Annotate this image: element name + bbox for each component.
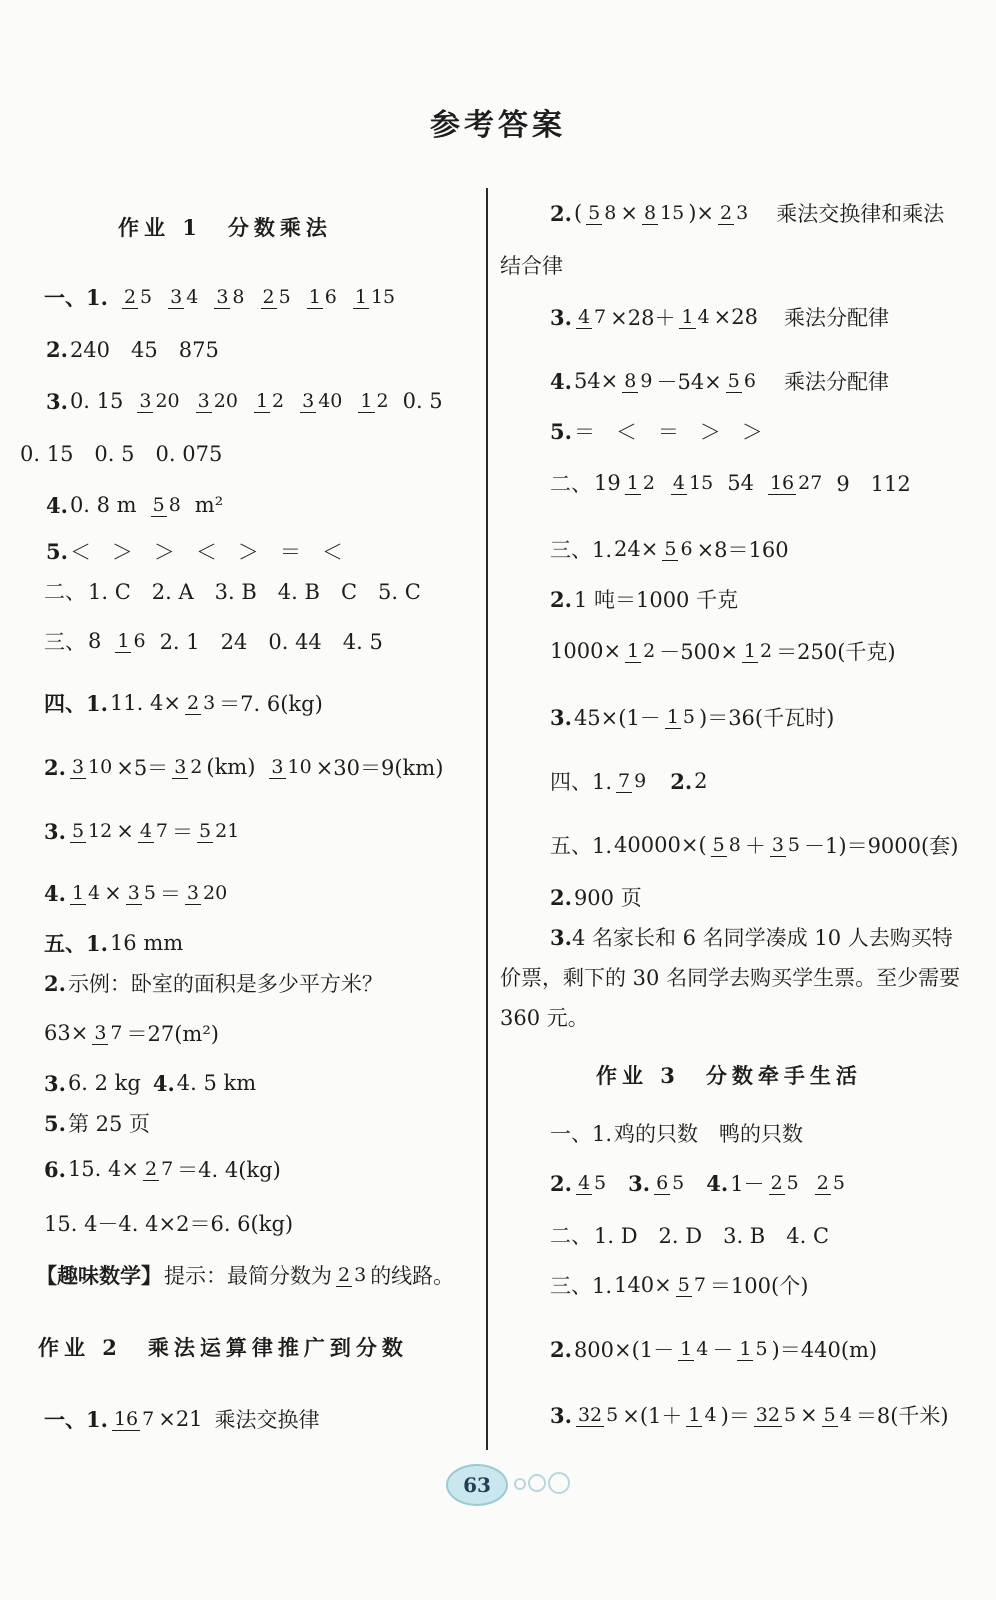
fraction [678,1338,710,1360]
fraction [358,390,390,412]
fraction-denominator: 5 [140,286,153,308]
fraction-numerator: 5 [823,1404,836,1426]
fraction [143,1158,175,1180]
left-line-15: 3. 6. 2 kg 4. 4. 5 km [44,1070,257,1096]
fraction [671,472,715,494]
fraction-denominator: 6 [133,630,146,652]
fraction-numerator: 2 [770,1172,783,1194]
fraction [770,834,802,856]
fraction-denominator: 7 [594,306,607,328]
fraction-numerator: 2 [338,1264,351,1286]
right-line-11: 四、1. 7 9 2. 2 [550,768,708,794]
right-line-7: 三、1. 24× 5 6 ×8＝160 [550,537,789,562]
fraction-denominator: 5 [278,286,291,308]
fraction [269,756,313,778]
right-line-18: 三、1. 140× 5 7 ＝100(个) [550,1273,809,1298]
fraction-denominator: 6 [324,286,337,308]
fraction-denominator: 15 [370,286,396,308]
fraction-denominator: 4 [697,306,710,328]
fraction [122,286,154,308]
column-divider [486,188,488,1450]
fraction-numerator: 8 [643,202,657,224]
fraction-numerator: 5 [712,834,725,856]
fraction [70,882,102,904]
fraction-denominator: 5 [606,1404,619,1426]
left-line-13: 2. 示例：卧室的面积是多少平方米？ [44,970,383,996]
right-line-1: 2. ( 5 8 × 8 15 )× 2 3 乘法交换律和乘法 [550,200,945,226]
right-line-9: 1000× 1 2 －500× 1 2 ＝250(千克) [550,639,896,664]
fraction-numerator: 3 [71,756,85,778]
fraction-denominator: 5 [832,1172,845,1194]
fraction [138,820,170,842]
left-line-6: 二、 1. C 2. A 3. B 4. B C 5. C [44,580,421,604]
fraction [115,630,147,652]
fraction-numerator: 5 [727,370,740,392]
fraction-numerator: 3 [170,286,183,308]
left-line-9: 2. 3 10 ×5＝ 3 2 (km) 3 10 ×30＝9(km) [44,754,444,780]
fraction [654,1172,686,1194]
left-line-19: 【趣味数学】 提示：最简分数为 2 3 的线路。 [36,1263,455,1288]
fraction-denominator: 2 [642,472,655,494]
fraction-numerator: 6 [656,1172,669,1194]
fraction [665,706,697,728]
fraction [92,1022,124,1044]
fraction-numerator: 3 [139,390,152,412]
fraction-denominator: 4 [704,1404,717,1426]
fraction [151,494,183,516]
fraction-denominator: 20 [155,390,180,412]
page-number-badge: 63 [446,1464,508,1506]
fraction-denominator: 2 [190,756,203,778]
left-line-10: 3. 5 12 × 4 7 ＝ 5 21 [44,818,240,844]
fraction [754,1404,798,1426]
fraction [679,306,711,328]
fraction-numerator: 16 [113,1408,139,1430]
fraction [137,390,181,412]
left-line-18: 15. 4－4. 4×2＝6. 6(kg) [44,1212,294,1236]
right-line-10: 3. 45×(1－ 1 5 )＝36(千瓦时) [550,704,835,730]
fraction [353,286,397,308]
right-line-13: 2. 900 页 [550,884,642,910]
decor-circle-icon [528,1474,546,1492]
fraction [576,1404,620,1426]
fraction-denominator: 5 [143,882,156,904]
right-line-20: 3. 32 5 ×(1＋ 1 4 )＝ 32 5 × 5 4 ＝8(千米) [550,1402,949,1428]
fraction-numerator: 32 [577,1404,603,1426]
fraction [185,692,217,714]
fraction-denominator: 2 [272,390,285,412]
fraction-denominator: 8 [232,286,245,308]
fraction-numerator: 1 [743,640,757,662]
left-line-17: 6. 15. 4× 2 7 ＝4. 4(kg) [44,1156,281,1182]
fraction-numerator: 4 [672,472,686,494]
fraction-denominator: 5 [787,834,801,856]
fraction-numerator: 1 [666,706,679,728]
fraction-denominator: 21 [215,820,240,842]
left-line-4: 4. 0. 8 m 5 8 m² [46,492,224,518]
right-line-8: 2. 1 吨＝1000 千克 [550,586,739,612]
right-line-15: 一、1. 鸡的只数 鸭的只数 [550,1122,804,1146]
fraction-denominator: 5 [755,1338,768,1360]
fraction-denominator: 5 [594,1172,607,1194]
left-line-12: 五、1. 16 mm [44,931,184,956]
fraction-numerator: 4 [577,1172,591,1194]
right-line-6: 二、 19 1 2 4 15 54 16 27 9 112 [550,471,911,496]
fraction-numerator: 1 [680,1338,693,1360]
fraction [676,1274,708,1296]
hw1-title: 作业 1 分数乘法 [118,215,332,240]
fraction-denominator: 8 [728,834,741,856]
fraction-numerator: 3 [94,1022,107,1044]
fraction-denominator: 2 [643,640,656,662]
fraction [185,882,229,904]
fraction-denominator: 3 [354,1264,367,1286]
fraction [737,1338,769,1360]
fraction-denominator: 7 [110,1022,123,1044]
fraction-numerator: 16 [769,472,795,494]
fraction-numerator: 5 [677,1274,690,1296]
fraction [112,1408,156,1430]
fraction [742,640,774,662]
fraction-numerator: 8 [624,370,637,392]
fraction [711,834,743,856]
fraction [625,472,657,494]
fraction [726,370,758,392]
fraction-numerator: 3 [127,882,140,904]
right-line-3: 3. 4 7 ×28＋ 1 4 ×28 乘法分配律 [550,304,889,330]
fraction [616,770,648,792]
fraction [815,1172,847,1194]
fraction-denominator: 10 [88,756,113,778]
fraction [336,1264,368,1286]
fraction [769,1172,801,1194]
fraction-denominator: 9 [634,770,647,792]
fraction [197,820,241,842]
fraction-denominator: 10 [287,756,312,778]
fraction-denominator: 6 [680,538,693,560]
fraction-numerator: 5 [71,820,85,842]
fraction-numerator: 3 [197,390,210,412]
fraction [718,202,750,224]
fraction-denominator: 8 [168,494,181,516]
fraction-denominator: 8 [604,202,617,224]
fraction-denominator: 12 [88,820,113,842]
fraction-numerator: 7 [618,770,631,792]
fraction [662,538,694,560]
right-line-4: 4. 54× 8 9 －54× 5 6 乘法分配律 [550,368,889,394]
fraction [576,306,608,328]
fraction-denominator: 7 [161,1158,174,1180]
fraction-denominator: 4 [186,286,199,308]
fraction-numerator: 3 [271,756,284,778]
fraction [168,286,200,308]
fraction [70,756,114,778]
right-line-19: 2. 800×(1－ 1 4 － 1 5 )＝440(m) [550,1336,878,1362]
fraction-denominator: 3 [736,202,749,224]
fraction-numerator: 4 [139,820,152,842]
fraction-numerator: 1 [308,286,321,308]
fraction [625,640,657,662]
fraction-denominator: 7 [693,1274,706,1296]
fraction-numerator: 3 [771,834,784,856]
fraction [254,390,286,412]
fraction-numerator: 2 [720,202,733,224]
right-line-5: 5. ＝ ＜ ＝ ＞ ＞ [550,418,763,444]
fraction [214,286,246,308]
fraction-numerator: 1 [354,286,367,308]
fraction-numerator: 1 [681,306,694,328]
left-line-1: 一、1. 2 5 3 4 3 8 2 5 1 6 1 15 [44,285,396,310]
left-line-8: 四、1. 11. 4× 2 3 ＝7. 6(kg) [44,691,323,716]
fraction-numerator: 2 [144,1158,158,1180]
fraction [172,756,204,778]
fraction-numerator: 2 [816,1172,829,1194]
fraction [261,286,293,308]
fraction-denominator: 20 [213,390,238,412]
fraction [196,390,240,412]
fraction-numerator: 3 [174,756,187,778]
decor-circle-icon [548,1472,570,1494]
right-line-12: 五、1. 40000×( 5 8 ＋ 3 5 －1)＝9000(套) [550,833,959,858]
left-line-5: 5. ＜ ＞ ＞ ＜ ＞ ＝ ＜ [46,538,343,564]
left-line-7: 三、 8 1 6 2. 1 24 0. 44 4. 5 [44,629,383,654]
fraction-numerator: 1 [255,390,269,412]
fraction [126,882,158,904]
fraction-numerator: 5 [588,202,601,224]
fraction [768,472,824,494]
fraction [686,1404,718,1426]
fraction-denominator: 20 [203,882,228,904]
left-line-11: 4. 1 4 × 3 5 ＝ 3 20 [44,880,228,906]
fraction-denominator: 27 [798,472,823,494]
fraction-denominator: 4 [696,1338,709,1360]
fraction [622,370,654,392]
left-line-2: 2. 240 45 875 [46,336,219,362]
fraction-denominator: 40 [318,390,343,412]
fraction-numerator: 1 [627,640,640,662]
right-line-2: 结合律 [500,254,563,278]
fraction-numerator: 3 [186,882,200,904]
fraction-numerator: 1 [739,1338,752,1360]
fraction-denominator: 4 [88,882,101,904]
fraction-denominator: 7 [155,820,169,842]
fraction-denominator: 6 [743,370,756,392]
left-line-3b: 0. 15 0. 5 0. 075 [20,442,223,466]
fraction-denominator: 3 [203,692,216,714]
fraction-numerator: 1 [360,390,373,412]
fraction-denominator: 4 [839,1404,852,1426]
right-line-17: 二、 1. D 2. D 3. B 4. C [550,1224,830,1248]
fraction [70,820,114,842]
fraction-denominator: 7 [142,1408,155,1430]
fraction-numerator: 2 [123,286,137,308]
left-line-16: 5. 第 25 页 [44,1110,151,1136]
left-line-14: 63× 3 7 ＝27(m²) [44,1021,219,1046]
fraction-numerator: 3 [216,286,229,308]
right-paragraph-14: 3.4 名家长和 6 名同学凑成 10 人去购买特价票，剩下的 30 名同学去购买学生票。至少需要 360 元。 [500,925,961,1030]
fraction-numerator: 1 [688,1404,701,1426]
fraction-numerator: 5 [664,538,677,560]
fraction-denominator: 15 [660,202,685,224]
fraction-numerator: 5 [152,494,165,516]
right-line-16: 2. 4 5 3. 6 5 4. 1－ 2 5 2 5 [550,1170,845,1196]
fraction [586,202,618,224]
fraction-numerator: 4 [577,306,591,328]
fraction-numerator: 3 [302,390,315,412]
fraction-denominator: 2 [760,640,773,662]
fraction-denominator: 5 [672,1172,685,1194]
fraction-numerator: 1 [626,472,639,494]
fraction-denominator: 5 [786,1172,799,1194]
fraction-denominator: 9 [640,370,653,392]
fraction-denominator: 2 [376,390,389,412]
page-title: 参考答案 [430,108,566,143]
fraction-denominator: 15 [689,472,714,494]
fraction-numerator: 5 [199,820,212,842]
fraction-denominator: 5 [682,706,695,728]
left-line-20: 一、1. 16 7 ×21 乘法交换律 [44,1407,320,1432]
fraction-numerator: 2 [262,286,275,308]
fraction [300,390,344,412]
fraction [576,1172,608,1194]
fraction-numerator: 1 [117,630,130,652]
left-line-3: 3. 0. 15 3 20 3 20 1 2 3 40 1 2 0. 5 [46,388,443,414]
fraction [822,1404,854,1426]
hw3-title: 作业 3 分数牵手生活 [596,1063,862,1088]
fraction [642,202,686,224]
fraction-denominator: 5 [783,1404,797,1426]
fraction-numerator: 32 [755,1404,780,1426]
fraction [307,286,339,308]
fraction-numerator: 1 [71,882,85,904]
fraction-numerator: 2 [186,692,200,714]
hw2-title: 作业 2 乘法运算律推广到分数 [38,1335,408,1360]
decor-dot-icon [514,1478,526,1490]
